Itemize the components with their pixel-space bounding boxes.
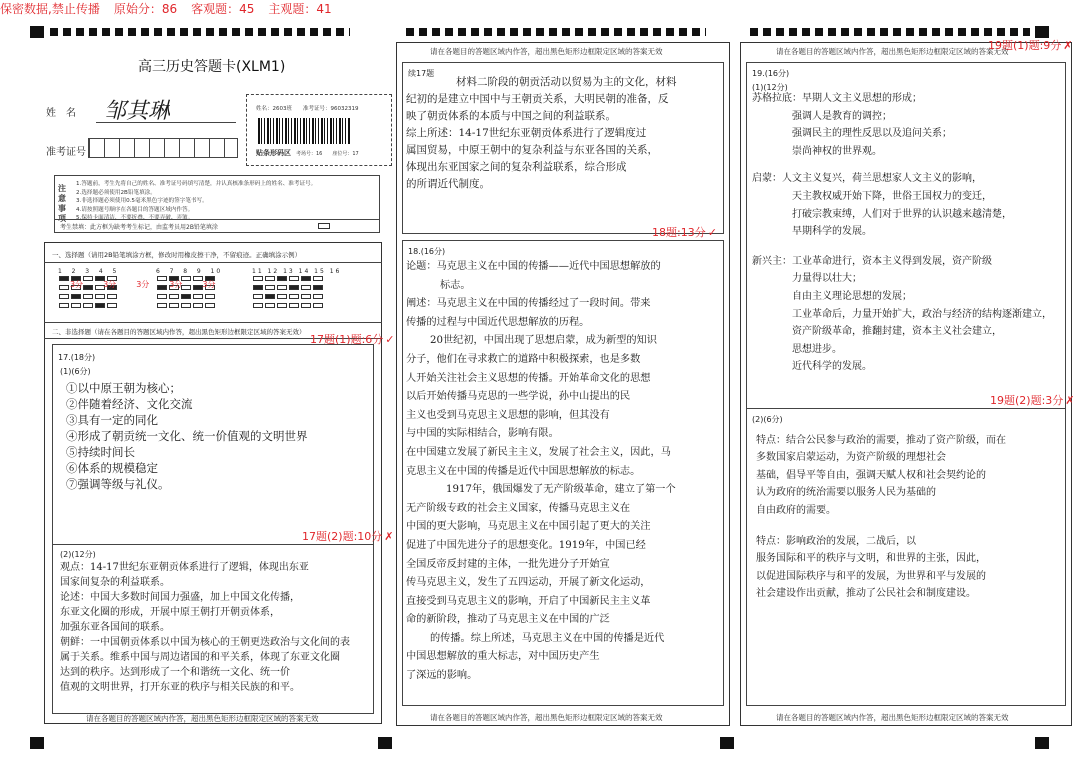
handwritten-line: 苏格拉底：早期人文主义思想的形成； (752, 93, 922, 104)
handwritten-line: 中国思想解放的重大标志，对中国历史产生 (406, 651, 600, 663)
registration-mark (30, 737, 44, 749)
handwritten-line: 分子，他们在寻求救亡的道路中积极探索，也是多数 (406, 353, 641, 365)
handwritten-line: 与中国的实际相结合，影响有限。 (406, 428, 559, 440)
handwritten-line: 思想进步。 (792, 343, 842, 355)
barcode-caption: 姓名：2603班 准考证号：96032319 (256, 106, 359, 112)
q18-answers (406, 258, 720, 686)
mc-numbers: 6 7 8 9 10 (156, 268, 223, 275)
handwritten-line: 的传播。综上所述，马克思主义在中国的传播是近代 (430, 632, 665, 644)
handwritten-line: 新兴主：工业革命进行，资本主义得到发展，资产阶级 (752, 255, 992, 267)
notice-item: 1.答题前，考生先将自己的姓名、准考证号码填写清楚，并认真核准条形码上的姓名、准考证号。 (76, 181, 317, 187)
divider (44, 262, 382, 263)
footer-note: 请在各题目的答题区域内作答，超出黑色矩形边框限定区域的答案无效 (86, 714, 319, 723)
footer-note: 请在各题目的答题区域内作答，超出黑色矩形边框限定区域的答案无效 (776, 713, 1009, 722)
absent-checkbox[interactable] (318, 223, 330, 229)
handwritten-line: 了深远的影响。 (406, 670, 478, 682)
handwritten-line: 以后开始传播马克思的一些学说，孙中山提出的民 (406, 391, 631, 403)
handwritten-line (752, 160, 1062, 170)
header-note: 请在各题目的答题区域内作答，超出黑色矩形边框限定区域的答案无效 (776, 47, 1009, 56)
handwritten-line: 特点：影响政治的发展，二战后，以 (756, 536, 916, 548)
q19-part1-score: 19题(1)题:9分 ✗ (988, 39, 1073, 52)
handwritten-line: 以促进国际秩序与和平的发展，为世界和平与发展的 (756, 570, 986, 582)
notice-list (76, 180, 376, 223)
section2-title: 二、非选择题（请在各题目的答题区域内作答，超出黑色矩形边框限定区域的答案无效） (52, 328, 306, 336)
registration-mark (30, 26, 44, 38)
sample-label: 贴条形码区 (256, 149, 291, 157)
q17-part2-title: (2)(12分) (60, 550, 96, 559)
handwritten-line: 自由主义理论思想的发展； (792, 290, 912, 302)
q17-cont-answers (406, 74, 720, 193)
handwritten-line: 属国贸易，中原王朝中的复杂利益与东亚各国的关系， (406, 144, 658, 156)
score-header (0, 0, 332, 16)
q17-title: 17.(18分) (58, 353, 96, 362)
notice-item: 4.请按照题号顺序在各题目的答题区域内作答。 (76, 206, 194, 213)
footer-note: 请在各题目的答题区域内作答，超出黑色矩形边框限定区域的答案无效 (430, 713, 663, 722)
seat-label: 考场号：16 座位号：17 (296, 151, 359, 157)
handwritten-line: 体现出东亚国家之间的复杂利益联系，综合形成 (406, 161, 627, 173)
notice-item: 3.非选择题必须使用0.5毫米黑色字迹的签字笔书写。 (76, 198, 208, 204)
q19-title: 19.(16分) (752, 69, 790, 78)
q19-part2-score: 19题(2)题:3分 ✗ (990, 394, 1075, 407)
mc-scores (70, 279, 370, 290)
handwritten-line: 社会建设作出贡献，推动了公民社会和制度建设。 (756, 588, 976, 600)
notice-item: 2.选择题必须使用2B铅笔填涂。 (76, 189, 156, 196)
section1-title: 一、选择题（请用2B铅笔填涂方框，修改时用橡皮擦干净，不留痕迹。正确填涂示例） (52, 251, 302, 259)
handwritten-line: 强调民主的理性反思以及追问关系； (792, 128, 952, 140)
handwritten-line: 传播的过程与中国近代思想解放的历程。 (406, 316, 590, 328)
handwritten-line: 主义也受到马克思主义思想的影响，但其没有 (406, 409, 610, 421)
mc-score: 3分 (202, 280, 216, 289)
handwritten-line: ③具有一定的同化 (66, 413, 158, 427)
q17-part1-score: 17题(1)题:6分 ✓ (310, 333, 395, 346)
divider (746, 408, 1066, 409)
exam-no-boxes (88, 138, 238, 158)
handwritten-line: 天主教权威开始下降，世俗王国权力的变迁， (792, 190, 992, 202)
handwritten-line: ⑥体系的规模稳定 (66, 461, 158, 475)
mc-numbers: 11 12 13 14 15 16 (252, 268, 342, 275)
divider (44, 322, 382, 323)
handwritten-line: 材料二阶段的朝贡活动以贸易为主的文化，材料 (456, 76, 677, 88)
q17-part2-score: 17题(2)题:10分 ✗ (302, 530, 394, 543)
handwritten-line: 论述：中国大多数时间国力强盛，加上中国文化传播， (60, 592, 300, 603)
handwritten-line: ④形成了朝贡统一文化、统一价值观的文明世界 (66, 429, 308, 443)
handwritten-line: 基础，倡导平等自由，强调天赋人权和社会契约论的 (756, 469, 986, 481)
handwritten-line: 东亚文化圈的形成，开展中原王朝打开朝贡体系， (60, 607, 280, 618)
handwritten-line: 观点：14-17世纪东亚朝贡体系进行了逻辑，体现出东亚 (60, 562, 309, 573)
q19-part2-answers (756, 432, 1062, 603)
handwritten-line: ①以中原王朝为核心； (66, 381, 181, 395)
handwritten-line: 强调人是教育的调控； (792, 110, 892, 122)
handwritten-line: 直接受到马克思主义的影响，开启了中国新民主主义革 (406, 595, 651, 607)
handwritten-line: 人开始关注社会主义思想的传播。开始革命文化的思想 (406, 372, 651, 384)
handwritten-line: 服务国际和平的秩序与文明，和世界的主张，因此， (756, 553, 986, 565)
mc-score: 3分 (70, 280, 84, 289)
subjective-score: 主观题：41 (268, 2, 332, 16)
handwritten-line: 国家间复杂的利益联系。 (60, 577, 170, 588)
q17-part1-title: (1)(6分) (60, 367, 91, 376)
handwritten-line: 全国反帝反封建的主体，一批先进分子开始宣 (406, 558, 610, 570)
handwritten-line: 力量得以壮大； (792, 273, 862, 285)
q18-score: 18题:13分 ✓ (652, 226, 717, 239)
handwritten-line: 自由政府的需要。 (756, 504, 836, 516)
handwritten-line: 加强东亚各国间的联系。 (60, 622, 170, 633)
handwritten-line: 朝鲜：一中国朝贡体系以中国为核心的王朝更迭政治与文化间的表 (60, 637, 350, 648)
confidential-label: 保密数据,禁止传播 (0, 2, 100, 16)
handwritten-line: 命的新阶段，推动了马克思主义在中国的广泛 (406, 614, 610, 626)
handwritten-line: 崇尚神权的世界观。 (792, 145, 882, 157)
handwritten-line: 属于关系。维系中国与周边诸国的和平关系，体现了东亚文化圈 (60, 652, 340, 663)
q17-part1-answers (66, 380, 366, 492)
handwritten-line: 阐述：马克思主义在中国的传播经过了一段时间。带来 (406, 298, 651, 310)
name-label: 姓 名 (46, 108, 76, 119)
handwritten-line: 综上所述：14-17世纪东亚朝贡体系进行了逻辑度过 (406, 127, 647, 139)
handwritten-line: 纪初的是建立中国中与王朝贡关系，大明民朝的准备，反 (406, 93, 669, 105)
name-value: 邹其琳 (104, 99, 171, 124)
handwritten-line: 早期科学的发展。 (792, 226, 872, 238)
mc-score: 3分 (169, 280, 183, 289)
handwritten-line: 中国的更大影响，马克思主义在中国引起了更大的关注 (406, 521, 651, 533)
q17-cont-title: 续17题 (408, 69, 435, 78)
q18-title: 18.(16分) (408, 247, 446, 256)
handwritten-line: 标志。 (440, 279, 471, 291)
card-title: 高三历史答题卡(XLM1) (138, 59, 286, 75)
handwritten-line: 认为政府的统治需要以服务人民为基础的 (756, 487, 936, 499)
handwritten-line: 传马克思主义，发生了五四运动，开展了新文化运动， (406, 577, 651, 589)
handwritten-line: 克思主义在中国的传播是近代中国思想解放的标志。 (406, 465, 641, 477)
handwritten-line: 映了朝贡体系的本质与中国之间的利益联系。 (406, 110, 616, 122)
handwritten-line: ②伴随着经济、文化交流 (66, 397, 193, 411)
handwritten-line: 多数国家启蒙运动，为资产阶级的理想社会 (756, 452, 946, 464)
handwritten-line (752, 241, 1062, 253)
raw-score: 原始分：86 (113, 2, 178, 16)
divider (52, 544, 374, 545)
handwritten-line: 启蒙：人文主义复兴，荷兰思想家人文主义的影响， (752, 173, 982, 185)
q19-part1-answers (752, 90, 1062, 376)
q19-part2-title: (2)(6分) (752, 415, 783, 424)
handwritten-line: 资产阶级革命，推翻封建，资本主义社会建立， (792, 326, 1002, 338)
exam-no-label: 准考证号 (46, 147, 86, 158)
handwritten-line: 论题：马克思主义在中国的传播——近代中国思想解放的 (406, 261, 661, 272)
timing-marks (750, 28, 1030, 36)
objective-score: 客观题：45 (191, 2, 255, 16)
notice-item: 5.保持卡面清洁，不要折叠、不要弄破、弄皱。 (76, 215, 194, 221)
handwritten-line: 值观的文明世界，打开东亚的秩序与相关民族的和平。 (60, 682, 300, 693)
notice-label: 注意事项 (58, 184, 66, 223)
registration-mark (720, 737, 734, 749)
handwritten-line: 的所谓近代制度。 (406, 178, 490, 190)
handwritten-line: 20世纪初，中国出现了思想启蒙，成为新型的知识 (430, 335, 657, 347)
mc-score: 3分 (136, 280, 150, 289)
q17-part2-answers (60, 560, 370, 695)
handwritten-line: 促进了中国先进分子的思想变化。1919年，中国已经 (406, 539, 646, 551)
handwritten-line: 打破宗教束缚，人们对于世界的认识越来越清楚， (792, 208, 1012, 220)
registration-mark (1035, 737, 1049, 749)
mc-numbers: 1 2 3 4 5 (58, 268, 119, 275)
handwritten-line: 特点：结合公民参与政治的需要，推动了资产阶级，而在 (756, 435, 1006, 446)
mc-score: 3分 (103, 280, 117, 289)
handwritten-line: 在中国建立发展了新民主主义，发展了社会主义，因此，马 (406, 446, 671, 458)
registration-mark (378, 737, 392, 749)
timing-marks (406, 28, 706, 36)
absent-label: 考生禁填：此方框为缺考考生标记，由监考员用2B铅笔填涂 (60, 224, 218, 231)
header-note: 请在各题目的答题区域内作答，超出黑色矩形边框限定区域的答案无效 (430, 47, 663, 56)
barcode-image (258, 118, 350, 144)
handwritten-line: 工业革命后，力量开始扩大，政治与经济的结构逐渐建立， (792, 308, 1052, 320)
handwritten-line: ⑤持续时间长 (66, 445, 135, 459)
handwritten-line: 1917年，俄国爆发了无产阶级革命，建立了第一个 (446, 484, 676, 496)
timing-marks (50, 28, 350, 36)
handwritten-line: ⑦强调等级与礼仪。 (66, 477, 170, 491)
handwritten-line: 达到的秩序。达到形成了一个和谐统一文化、统一价 (60, 667, 290, 678)
handwritten-line: 无产阶级专政的社会主义国家，传播马克思主义在 (406, 502, 631, 514)
handwritten-line: 近代科学的发展。 (792, 361, 872, 373)
q19-part1-title: (1)(12分) (752, 83, 788, 92)
